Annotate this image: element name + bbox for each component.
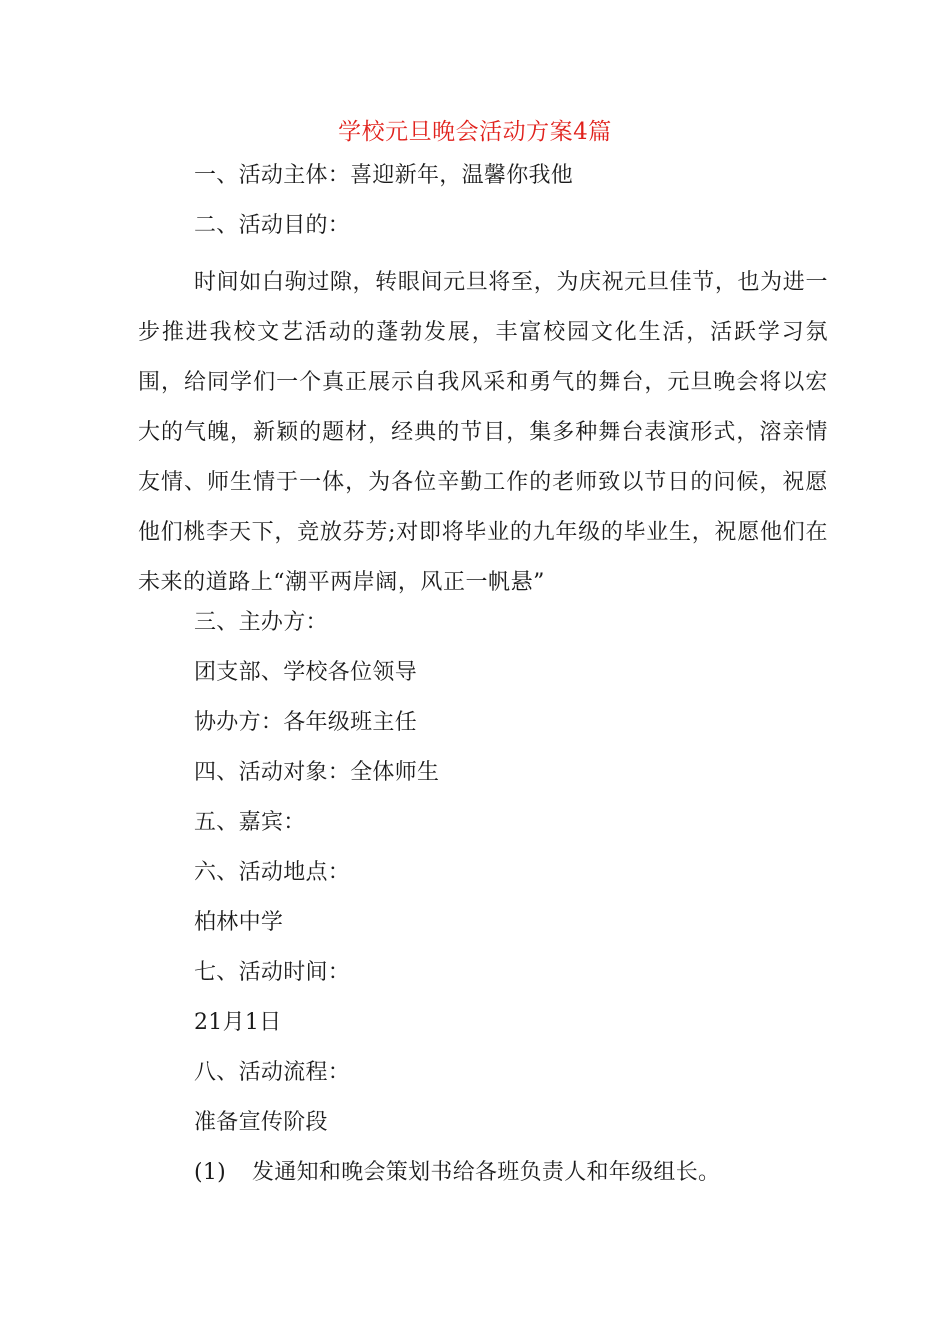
co-organizer: 协办方：各年级班主任	[194, 710, 418, 735]
document-title: 学校元旦晚会活动方案4篇	[338, 119, 612, 145]
section-activity-purpose: 二、活动目的：	[194, 213, 351, 238]
list-item-text: 发通知和晚会策划书给各班负责人和年级组长。	[252, 1160, 721, 1185]
section-organizer: 三、主办方：	[194, 610, 328, 635]
section-activity-theme: 一、活动主体：喜迎新年，温馨你我他	[194, 163, 574, 188]
process-stage-heading: 准备宣传阶段	[194, 1110, 328, 1135]
time-value: 21月1日	[194, 1010, 282, 1035]
location-value: 柏林中学	[194, 910, 284, 935]
section-process: 八、活动流程：	[194, 1060, 351, 1085]
section-audience: 四、活动对象：全体师生	[194, 760, 440, 785]
organizer-value: 团支部、学校各位领导	[194, 660, 418, 685]
section-location: 六、活动地点：	[194, 860, 351, 885]
list-item-number: (1)	[194, 1160, 227, 1185]
section-time: 七、活动时间：	[194, 960, 351, 985]
section-guests: 五、嘉宾：	[194, 810, 306, 835]
list-item	[194, 1157, 720, 1189]
purpose-paragraph: 时间如白驹过隙，转眼间元旦将至，为庆祝元旦佳节，也为进一步推进我校文艺活动的蓬勃发展，丰富校园文化生活，活跃学习氛围，给同学们一个真正展示自我风采和勇气的舞台，元旦晚会将以宏大的气魄，新颖的题材，经典的节目，集多种舞台表演形式，溶亲情友情、师生情于一体，为各位辛勤工作的老师致以节日的问候，祝愿他们桃李天下，竞放芬芳;对即将毕业的九年级的毕业生，祝愿他们在未来的道路上“潮平两岸阔，风正一帆悬”	[138, 270, 828, 595]
